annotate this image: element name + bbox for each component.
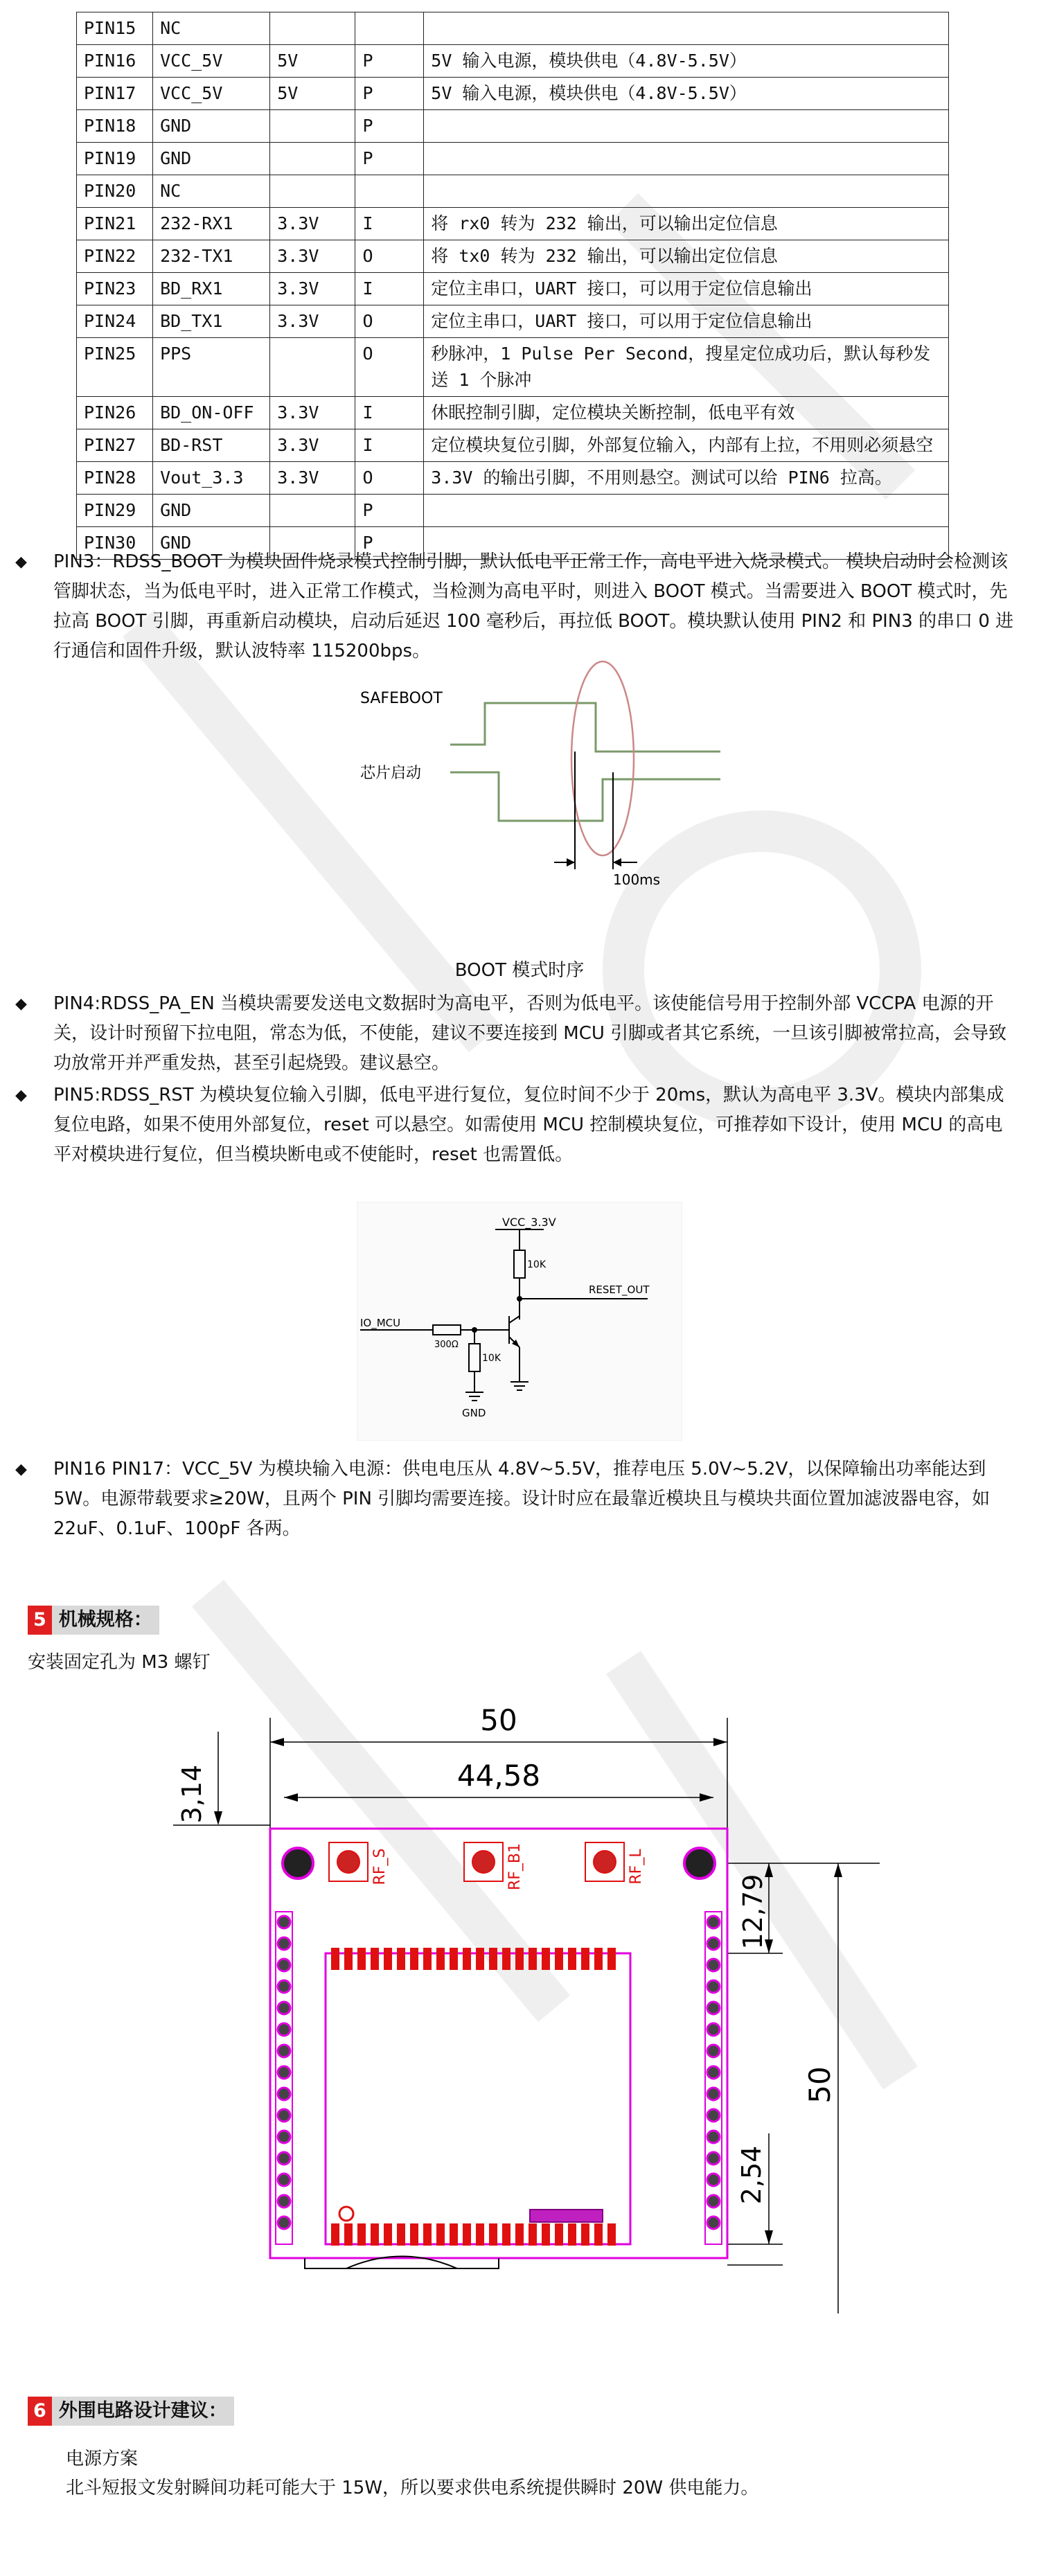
pin-cell: 将 rx0 转为 232 输出，可以输出定位信息 <box>424 208 949 240</box>
dim-width: 50 <box>480 1703 517 1737</box>
module-pad <box>463 2223 471 2246</box>
header-pin <box>278 2109 290 2122</box>
header-pin <box>707 2045 720 2057</box>
module-pad <box>450 2223 458 2246</box>
pin-cell: PIN28 <box>77 462 153 495</box>
pin-cell: P <box>355 78 424 110</box>
header-pin <box>707 2131 720 2143</box>
module-pad <box>568 2223 576 2246</box>
pin-cell: 3.3V <box>270 462 355 495</box>
pin-cell: NC <box>153 12 270 45</box>
dim-top: 12,79 <box>738 1874 768 1950</box>
r-pd-label: 10K <box>482 1353 501 1364</box>
header-pin <box>278 2152 290 2165</box>
header-pin <box>707 1959 720 1971</box>
pin-cell <box>355 175 424 208</box>
module-pad <box>436 2223 445 2246</box>
safeboot-label: SAFEBOOT <box>360 690 443 707</box>
bullet-pin4-text: PIN4:RDSS_PA_EN 当模块需要发送电文数据时为高电平，否则为低电平。该使能信号用于控制外部 VCCPA 电源的开关，设计时预留下拉电阻，常态为低，不使能，建议不要连接到 MCU 引脚或者其它系统，一旦该引脚被常拉高，会导致功放常开并严重发热，甚至引起烧毁。建议悬空。 <box>53 993 1007 1074</box>
rf-connector-s <box>329 1842 389 1885</box>
module-pad <box>476 1948 484 1970</box>
reset-circuit-schematic <box>357 1202 682 1441</box>
module-pad <box>515 1948 524 1970</box>
header-pin <box>707 2002 720 2014</box>
r-top-label: 10K <box>527 1259 546 1270</box>
pin-cell <box>424 110 949 143</box>
bullet-pin16 <box>15 1455 1020 1544</box>
pin-row <box>77 78 949 110</box>
header-pin <box>707 2023 720 2036</box>
bullet-pin5 <box>15 1081 1020 1170</box>
header-pin <box>278 2088 290 2100</box>
module-pads-top <box>331 1948 616 1970</box>
pin-row <box>77 110 949 143</box>
section5-number: 5 <box>28 1606 52 1635</box>
rf-s-label: RF_S <box>371 1848 389 1885</box>
section5-heading <box>28 1606 159 1635</box>
rf-b1-label: RF_B1 <box>506 1842 524 1891</box>
header-pin <box>278 2002 290 2014</box>
module-pad <box>581 2223 589 2246</box>
module-pad <box>568 1948 576 1970</box>
pin-cell: 秒脉冲，1 Pulse Per Second，搜星定位成功后，默认每秒发送 1 个脉冲 <box>424 338 949 397</box>
pin-cell <box>424 143 949 175</box>
header-pin <box>707 2109 720 2122</box>
pin-cell <box>270 338 355 397</box>
boot-timing-diagram <box>346 634 734 925</box>
pin-cell: O <box>355 240 424 273</box>
module-pad <box>450 1948 458 1970</box>
bullet-pin16-text: PIN16 PIN17：VCC_5V 为模块输入电源：供电电压从 4.8V~5.5V，推荐电压 5.0V~5.2V，以保障输出功率能达到 5W。电源带载要求≥20W，且两个 PIN 引脚均需要连接。设计时应在最靠近模块且与模块共面位置加滤波器电容，如 22uF、0.1uF、100pF 各两。 <box>53 1459 991 1539</box>
pin-row <box>77 175 949 208</box>
pin-row <box>77 240 949 273</box>
pin-cell: PIN18 <box>77 110 153 143</box>
pin-cell <box>270 110 355 143</box>
header-pin <box>707 2174 720 2186</box>
pin-cell: VCC_5V <box>153 45 270 78</box>
header-pin <box>278 1937 290 1950</box>
module-pad <box>384 1948 392 1970</box>
header-pin <box>278 2066 290 2079</box>
pin-row <box>77 143 949 175</box>
module-pad <box>515 2223 524 2246</box>
module-pad <box>581 1948 589 1970</box>
pin-cell: P <box>355 143 424 175</box>
pin-cell: P <box>355 527 424 560</box>
pin-cell: 232-TX1 <box>153 240 270 273</box>
pin-cell: 5V 输入电源，模块供电（4.8V-5.5V） <box>424 45 949 78</box>
pin-row <box>77 338 949 397</box>
header-pin <box>278 1916 290 1928</box>
dim-inner: 44,58 <box>456 1759 541 1793</box>
module-pad <box>594 1948 603 1970</box>
pin-cell <box>270 12 355 45</box>
pin-cell: P <box>355 45 424 78</box>
mount-hole-right <box>684 1848 715 1878</box>
pin-cell: I <box>355 397 424 429</box>
bullet-icon: ◆ <box>15 1087 27 1104</box>
pin-row <box>77 429 949 462</box>
pin-cell: 定位主串口，UART 接口，可以用于定位信息输出 <box>424 273 949 305</box>
rf-l-label: RF_L <box>628 1849 645 1885</box>
module-pad <box>529 2223 537 2246</box>
pin-cell: PIN27 <box>77 429 153 462</box>
pin-cell: I <box>355 429 424 462</box>
reset-out-label: RESET_OUT <box>589 1283 650 1296</box>
pin-cell: BD_TX1 <box>153 305 270 338</box>
module-pads-bottom <box>331 2223 616 2246</box>
header-pin <box>278 2195 290 2208</box>
module-pad <box>436 1948 445 1970</box>
pin-cell <box>270 495 355 527</box>
safeboot-signal <box>450 703 720 752</box>
module-pad <box>371 2223 379 2246</box>
pin-cell: BD-RST <box>153 429 270 462</box>
pin-cell: PPS <box>153 338 270 397</box>
pin-cell: PIN25 <box>77 338 153 397</box>
chip-start-label: 芯片启动 <box>360 765 422 782</box>
pin-cell: 5V <box>270 78 355 110</box>
header-pin <box>278 2045 290 2057</box>
small-connector <box>530 2210 603 2222</box>
pin-cell: Vout_3.3 <box>153 462 270 495</box>
module-pad <box>502 1948 510 1970</box>
section6-heading <box>28 2397 234 2426</box>
module-pad <box>607 2223 616 2246</box>
pin-cell: 5V 输入电源，模块供电（4.8V-5.5V） <box>424 78 949 110</box>
pin-cell: O <box>355 305 424 338</box>
pcb-outline <box>270 1829 727 2258</box>
pin-row <box>77 397 949 429</box>
header-pin <box>707 2152 720 2165</box>
header-pin <box>278 2131 290 2143</box>
section6-number: 6 <box>28 2397 52 2426</box>
pin-row <box>77 462 949 495</box>
module-pad <box>371 1948 379 1970</box>
dim-hole: 3,14 <box>177 1764 207 1824</box>
header-pin <box>707 2195 720 2208</box>
pin-header-right <box>705 1912 722 2244</box>
pin-cell: 3.3V <box>270 208 355 240</box>
module-pad <box>410 1948 418 1970</box>
module-pad <box>397 1948 405 1970</box>
module-pad <box>489 2223 497 2246</box>
pin-cell: PIN30 <box>77 527 153 560</box>
header-pin <box>278 2174 290 2186</box>
pin-cell: 3.3V <box>270 397 355 429</box>
pin-cell <box>424 12 949 45</box>
vcc-label: VCC_3.3V <box>502 1216 556 1229</box>
pin-cell: P <box>355 110 424 143</box>
pin-row <box>77 305 949 338</box>
pin-cell: GND <box>153 495 270 527</box>
pin-cell: GND <box>153 110 270 143</box>
pin-header-left <box>276 1912 292 2244</box>
dim-height: 50 <box>803 2066 837 2104</box>
pin-cell: PIN22 <box>77 240 153 273</box>
pin-cell: 3.3V 的输出引脚，不用则悬空。测试可以给 PIN6 拉高。 <box>424 462 949 495</box>
header-pin <box>278 2217 290 2229</box>
chip-start-signal <box>450 772 720 821</box>
pin-table <box>76 12 949 560</box>
pin-cell: PIN29 <box>77 495 153 527</box>
header-pin <box>707 2217 720 2229</box>
pin-cell: PIN19 <box>77 143 153 175</box>
header-pin <box>278 1980 290 1993</box>
module-pad <box>397 2223 405 2246</box>
module-pad <box>476 2223 484 2246</box>
pin-cell: PIN24 <box>77 305 153 338</box>
module-pad <box>384 2223 392 2246</box>
module-pad <box>357 2223 366 2246</box>
pin-cell: P <box>355 495 424 527</box>
pin-cell: PIN17 <box>77 78 153 110</box>
header-pin <box>707 1937 720 1950</box>
rf-connector-l <box>585 1842 645 1885</box>
module-pad <box>423 2223 432 2246</box>
bullet-pin5-text: PIN5:RDSS_RST 为模块复位输入引脚，低电平进行复位，复位时间不少于 20ms，默认为高电平 3.3V。模块内部集成复位电路，如果不使用外部复位，reset 可以悬空。如需使用 MCU 控制模块复位，可推荐如下设计，使用 MCU 的高电平对模块进行复位，但当模块断电或不使能时，reset 也需置低。 <box>53 1085 1004 1165</box>
bullet-icon: ◆ <box>15 995 27 1013</box>
bullet-icon: ◆ <box>15 1461 27 1478</box>
pin-row <box>77 208 949 240</box>
pin-cell <box>270 143 355 175</box>
pin-cell: PIN21 <box>77 208 153 240</box>
section6-body: 北斗短报文发射瞬间功耗可能大于 15W，所以要求供电系统提供瞬时 20W 供电能力。 <box>66 2478 759 2498</box>
pin-cell: 3.3V <box>270 305 355 338</box>
module-pad <box>489 1948 497 1970</box>
gnd-label: GND <box>462 1407 486 1419</box>
r-base-label: 300Ω <box>434 1340 459 1350</box>
pin-cell: PIN26 <box>77 397 153 429</box>
pin-cell <box>270 175 355 208</box>
pin-cell: 定位主串口，UART 接口，可以用于定位信息输出 <box>424 305 949 338</box>
module-pad <box>331 1948 339 1970</box>
pin-cell: 3.3V <box>270 240 355 273</box>
section6-subtitle: 电源方案 <box>66 2449 139 2469</box>
module-pad <box>594 2223 603 2246</box>
module-pad <box>542 1948 550 1970</box>
highlight-ellipse <box>571 661 634 855</box>
pin-row <box>77 45 949 78</box>
timing-caption: BOOT 模式时序 <box>454 960 585 981</box>
pin-cell: NC <box>153 175 270 208</box>
pin-cell: BD_ON-OFF <box>153 397 270 429</box>
module-pad <box>529 1948 537 1970</box>
header-pin <box>707 2066 720 2079</box>
module-pad <box>502 2223 510 2246</box>
module-pad <box>344 1948 353 1970</box>
section6-title: 外围电路设计建议： <box>52 2397 234 2426</box>
bullet-pin3-text: PIN3：RDSS_BOOT 为模块固件烧录模式控制引脚，默认低电平正常工作，高电平进入烧录模式。 模块启动时会检测该管脚状态，当为低电平时，进入正常工作模式，当检测为高电平时，则进入 BOOT 模式。当需要进入 BOOT 模式时，先拉高 BOOT 引脚，再重新启动模块，启动后延迟 100 毫秒后，再拉低 BOOT。模块默认使用 PIN2 和 PIN3 的串口 0 进行通信和固件升级，默认波特率 115200bps。 <box>53 551 1014 661</box>
dim-pitch: 2,54 <box>736 2145 767 2205</box>
header-pin <box>707 1916 720 1928</box>
module-pad <box>607 1948 616 1970</box>
pin-cell: PIN23 <box>77 273 153 305</box>
delay-label: 100ms <box>613 871 661 888</box>
header-pin <box>707 1980 720 1993</box>
bullet-pin4 <box>15 989 1020 1078</box>
module-pad <box>463 1948 471 1970</box>
pin-cell <box>424 175 949 208</box>
pin-row <box>77 273 949 305</box>
pin-cell: 3.3V <box>270 429 355 462</box>
pin-row <box>77 12 949 45</box>
pin-cell: PIN20 <box>77 175 153 208</box>
pin-cell: 定位模块复位引脚，外部复位输入，内部有上拉，不用则必须悬空 <box>424 429 949 462</box>
pin-cell: 232-RX1 <box>153 208 270 240</box>
module-pad <box>344 2223 353 2246</box>
header-pin <box>278 1959 290 1971</box>
module-outline <box>326 1953 630 2244</box>
pin-cell: 5V <box>270 45 355 78</box>
module-pad <box>423 1948 432 1970</box>
module-pad <box>555 1948 563 1970</box>
pin-cell <box>355 12 424 45</box>
pin-cell: 将 tx0 转为 232 输出，可以输出定位信息 <box>424 240 949 273</box>
module-pad <box>555 2223 563 2246</box>
pin-cell: 3.3V <box>270 273 355 305</box>
header-pin <box>278 2023 290 2036</box>
mount-note: 安装固定孔为 M3 螺钉 <box>28 1652 211 1673</box>
pin-cell: GND <box>153 527 270 560</box>
module-pad <box>357 1948 366 1970</box>
pin-row <box>77 495 949 527</box>
mount-hole-left <box>283 1848 313 1878</box>
pin-cell: BD_RX1 <box>153 273 270 305</box>
pin-cell: VCC_5V <box>153 78 270 110</box>
module-pad <box>542 2223 550 2246</box>
mechanical-drawing <box>159 1690 880 2313</box>
pin-cell: I <box>355 273 424 305</box>
section5-title: 机械规格： <box>52 1606 159 1635</box>
module-pad <box>331 2223 339 2246</box>
pin-cell: 休眠控制引脚，定位模块关断控制，低电平有效 <box>424 397 949 429</box>
header-pin <box>707 2088 720 2100</box>
io-mcu-label: IO_MCU <box>360 1317 401 1329</box>
pin-cell: GND <box>153 143 270 175</box>
rf-connector-b1 <box>464 1842 524 1890</box>
pin-cell: PIN16 <box>77 45 153 78</box>
pin-cell: PIN15 <box>77 12 153 45</box>
pin-cell: I <box>355 208 424 240</box>
pin-cell: O <box>355 338 424 397</box>
pin-cell <box>424 495 949 527</box>
bullet-icon: ◆ <box>15 553 27 571</box>
module-pad <box>410 2223 418 2246</box>
pin-cell: O <box>355 462 424 495</box>
